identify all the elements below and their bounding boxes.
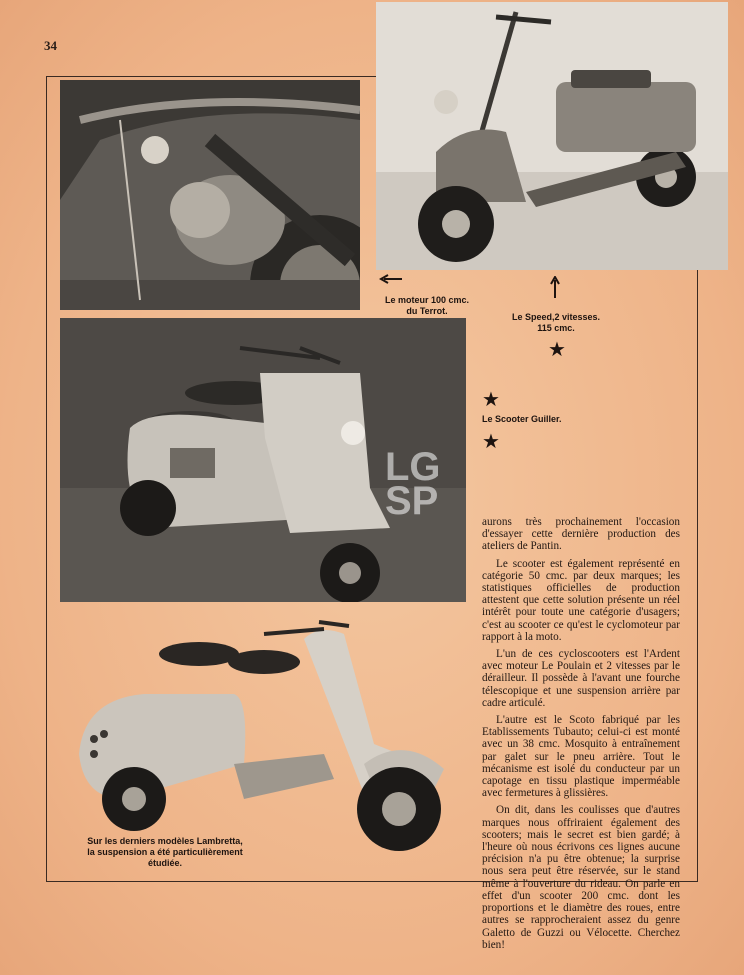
engine-caption-line: Le moteur 100 cmc. [384,295,470,305]
speed-caption-line: 115 cmc. [537,323,575,333]
lambretta-caption-line: étudiée. [147,858,182,868]
article-paragraph: aurons très prochainement l'occasion d'essayer cette dernière production des ateliers de Pantin. [482,516,680,553]
watermark-line: SP [385,479,439,523]
engine-caption [372,295,482,317]
article-paragraph: L'autre est le Scoto fabriqué par les Etablissements Tubauto; celui-ci est monté avec un 38 cmc. Mosquito à entraînement par galet sur le pneu arrière. Tout le mécanisme est isolé du conducteur par un capotage en tissu plastique imperméable avec fermetures à glissières. [482,714,680,800]
speed-caption [498,312,614,334]
article-body [482,516,680,956]
star-icon: ★ [482,389,500,411]
article-paragraph: Le scooter est également représenté en catégorie 50 cmc. par deux marques; les statistiques officielles de production attestent que cette solution présente un réel intérêt pour toute une catégorie d'usagers; c'est au scooter ce qu'est le cyclomoteur par rapport à la moto. [482,557,680,643]
arrow-up-icon [550,276,560,298]
lambretta-photo [64,604,464,864]
watermark-logo [385,445,441,523]
lambretta-caption [70,836,260,869]
engine-photo [60,80,360,310]
article-paragraph: On dit, dans les coulisses que d'autres marques nous offriraient également des scooters; mais le secret est bien gardé; à l'heure où nous écrivons ces lignes aucune précision n'a pu être obtenue; la surprise nous sera peut être réservée, sur le stand même à l'ouverture du rideau. On parle en effet d'un scooter 200 cmc. dont les proportions et le diamètre des roues, entre autres se rapprocheraient assez du genre Galetto de Guzzi ou Vélocette. Cherchez bien! [482,804,680,951]
article-paragraph: L'un de ces cycloscooters est l'Ardent avec moteur Le Poulain et 2 vitesses par le dérailleur. Il possède à l'avant une fourche télescopique et une suspension arrière par cadre articulé. [482,648,680,709]
guiller-caption: Le Scooter Guiller. [482,414,562,424]
lambretta-caption-line: Sur les derniers modèles Lambretta, [87,836,243,846]
speed-caption-line: Le Speed,2 vitesses. [511,312,601,322]
star-icon: ★ [548,339,566,361]
watermark-line: LG [385,445,441,489]
arrow-left-icon [378,274,402,284]
speed-photo [376,2,728,270]
engine-caption-line: du Terrot. [406,306,448,316]
lambretta-caption-line: la suspension a été particulièrement [87,847,243,857]
star-icon: ★ [482,431,500,453]
page-number: 34 [44,38,57,53]
